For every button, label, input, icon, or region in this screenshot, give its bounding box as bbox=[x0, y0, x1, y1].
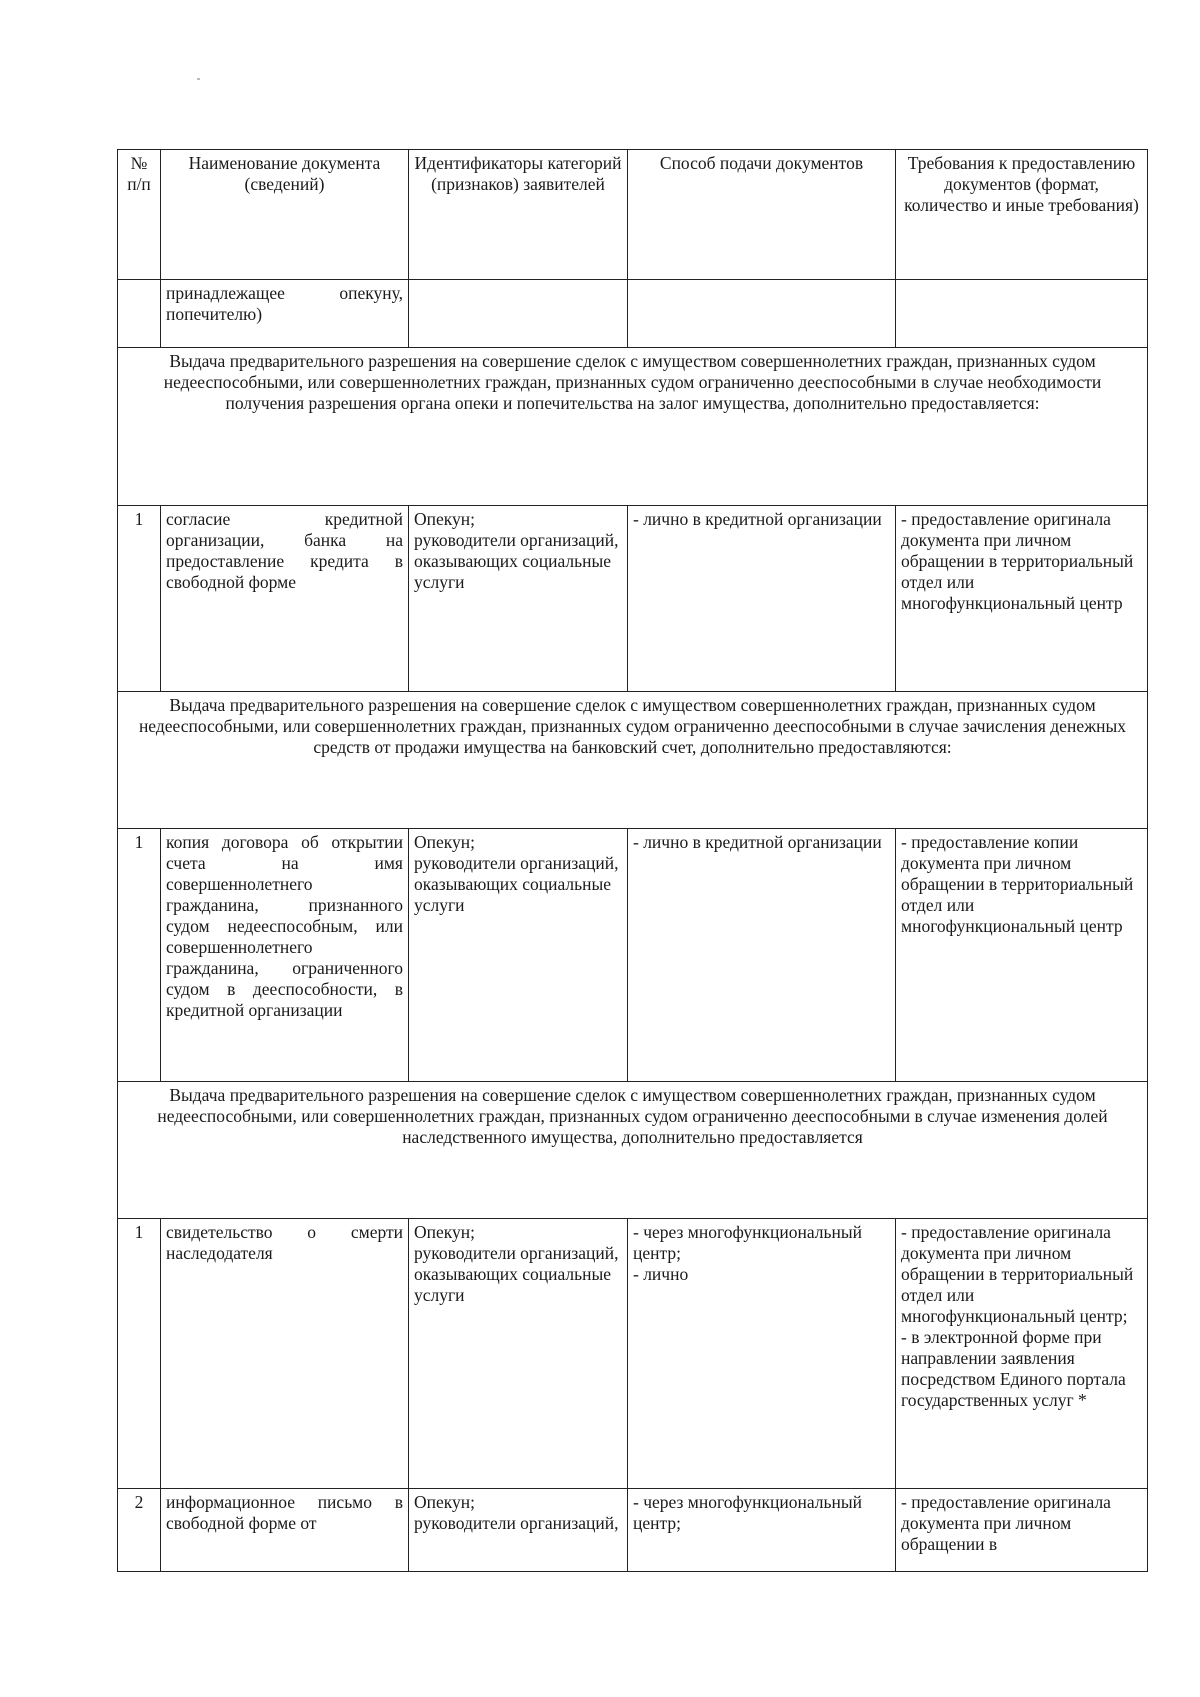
identifier-line: Опекун; bbox=[414, 1492, 476, 1512]
cell-name: свидетельство о смерти наследодателя bbox=[161, 1219, 409, 1489]
cell-method bbox=[628, 1489, 896, 1572]
cell-name: информационное письмо в свободной форме от bbox=[161, 1489, 409, 1572]
cell-num: 1 bbox=[118, 1219, 161, 1489]
identifier-line: Опекун; bbox=[414, 1222, 476, 1242]
header-num: № п/п bbox=[118, 150, 161, 280]
identifier-line: руководители организаций, оказывающих социальные услуги bbox=[414, 530, 619, 592]
header-requirements: Требования к предоставлению документов (формат, количество и иные требования) bbox=[896, 150, 1148, 280]
cell-num: 1 bbox=[118, 829, 161, 1082]
identifier-line: руководители организаций, bbox=[414, 1513, 619, 1533]
cell-name: копия договора об открытии счета на имя совершеннолетнего гражданина, признанного судом недееспособным, или совершеннолетнего гражданина, ограниченного судом в дееспособности, в кредитной организации bbox=[161, 829, 409, 1082]
requirement-line: - предоставление оригинала документа при личном обращении в территориальный отдел или многофункциональный центр; bbox=[901, 1222, 1134, 1326]
requirement-line: - предоставление копии документа при личном обращении в территориальный отдел или многофункциональный центр bbox=[901, 832, 1134, 936]
section-heading-row bbox=[118, 692, 1148, 829]
cell-identifiers bbox=[409, 1219, 628, 1489]
identifier-line: руководители организаций, оказывающих социальные услуги bbox=[414, 1243, 619, 1305]
cell-num bbox=[118, 280, 161, 348]
method-line: - лично в кредитной организации bbox=[633, 509, 882, 529]
method-line: - через многофункциональный центр; bbox=[633, 1492, 862, 1533]
method-line: - через многофункциональный центр; bbox=[633, 1222, 862, 1263]
cell-requirements bbox=[896, 1489, 1148, 1572]
table-row bbox=[118, 280, 1148, 348]
section-title: Выдача предварительного разрешения на совершение сделок с имуществом совершеннолетних граждан, признанных судом недееспособными, или совершеннолетних граждан, признанных судом ограниченно дееспособными в случае изменения долей наследственного имущества, дополнительно предоставляется bbox=[118, 1082, 1148, 1219]
table-row bbox=[118, 829, 1148, 1082]
cell-name: согласие кредитной организации, банка на предоставление кредита в свободной форме bbox=[161, 506, 409, 692]
method-line: - лично в кредитной организации bbox=[633, 832, 882, 852]
table-row bbox=[118, 1489, 1148, 1572]
requirement-line: - в электронной форме при направлении заявления посредством Единого портала государственных услуг * bbox=[901, 1327, 1126, 1410]
requirement-line: - предоставление оригинала документа при личном обращении в территориальный отдел или многофункциональный центр bbox=[901, 509, 1134, 613]
cell-method bbox=[628, 1219, 896, 1489]
identifier-line: Опекун; bbox=[414, 509, 476, 529]
cell-identifiers bbox=[409, 1489, 628, 1572]
identifier-line: Опекун; bbox=[414, 832, 476, 852]
cell-num: 2 bbox=[118, 1489, 161, 1572]
header-method: Способ подачи документов bbox=[628, 150, 896, 280]
documents-table bbox=[117, 149, 1148, 1572]
cell-name: принадлежащее опекуну, попечителю) bbox=[161, 280, 409, 348]
cell-method bbox=[628, 280, 896, 348]
section-heading-row bbox=[118, 348, 1148, 506]
method-line: - лично bbox=[633, 1264, 689, 1284]
cell-requirements bbox=[896, 829, 1148, 1082]
cell-requirements bbox=[896, 506, 1148, 692]
cell-method bbox=[628, 829, 896, 1082]
cell-identifiers bbox=[409, 829, 628, 1082]
table-header-row bbox=[118, 150, 1148, 280]
cell-identifiers bbox=[409, 280, 628, 348]
header-identifiers: Идентификаторы категорий (признаков) заявителей bbox=[409, 150, 628, 280]
section-heading-row bbox=[118, 1082, 1148, 1219]
cell-method bbox=[628, 506, 896, 692]
scan-speck bbox=[197, 78, 200, 80]
table-row bbox=[118, 506, 1148, 692]
cell-identifiers bbox=[409, 506, 628, 692]
cell-requirements bbox=[896, 1219, 1148, 1489]
requirement-line: - предоставление оригинала документа при личном обращении в bbox=[901, 1492, 1111, 1554]
section-title: Выдача предварительного разрешения на совершение сделок с имуществом совершеннолетних граждан, признанных судом недееспособными, или совершеннолетних граждан, признанных судом ограниченно дееспособными в случае необходимости получения разрешения органа опеки и попечительства на залог имущества, дополнительно предоставляется: bbox=[118, 348, 1148, 506]
header-name: Наименование документа (сведений) bbox=[161, 150, 409, 280]
identifier-line: руководители организаций, оказывающих социальные услуги bbox=[414, 853, 619, 915]
cell-requirements bbox=[896, 280, 1148, 348]
section-title: Выдача предварительного разрешения на совершение сделок с имуществом совершеннолетних граждан, признанных судом недееспособными, или совершеннолетних граждан, признанных судом ограниченно дееспособными в случае зачисления денежных средств от продажи имущества на банковский счет, дополнительно предоставляются: bbox=[118, 692, 1148, 829]
table-row bbox=[118, 1219, 1148, 1489]
cell-num: 1 bbox=[118, 506, 161, 692]
